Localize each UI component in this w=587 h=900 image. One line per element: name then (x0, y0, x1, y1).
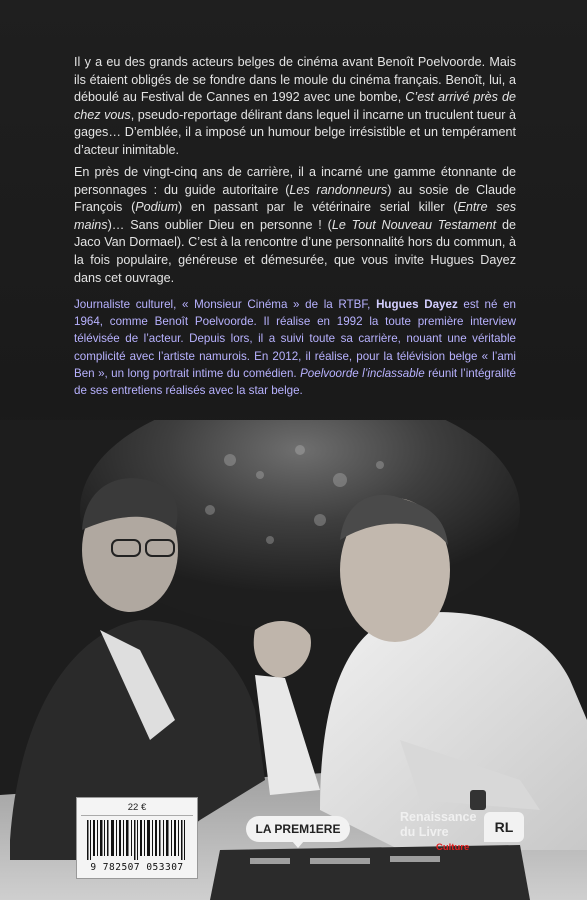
isbn-number: 9 782507 053307 (90, 862, 184, 873)
author-name: Hugues Dayez (376, 298, 458, 311)
la-premiere-logo: LA PREM1ERE (246, 816, 350, 842)
bio-text: est né en 1964, comme Benoît Poelvoorde. Il réalise en 1992 la toute première interview télévisée de l’acteur. Depuis lors, il a suivi toute sa carrière, nouant une véritable complicité avec l’artiste namurois. En 2012, il réalise, pour la télévision belge « l’ami Ben », un long portrait intime du comédien. (74, 298, 517, 380)
clapperboard (210, 845, 530, 900)
barcode-icon (87, 820, 187, 860)
film-title: Podium (135, 200, 178, 215)
blurb-paragraph-2 (74, 164, 516, 287)
price: 22 € (81, 801, 193, 816)
publisher-logo-badge: RL (484, 812, 524, 842)
film-title: Entre ses mains (74, 200, 516, 232)
film-title: Le Tout Nouveau Testament (331, 217, 497, 232)
blurb-text: , pseudo-reportage délirant dans lequel il incarne un truculent tueur à gages… D’emblée, il a imposé un humour belge irrésistible et un tempérament d’acteur inimitable. (74, 107, 517, 157)
publisher-imprint: Culture (436, 842, 470, 853)
blurb-text: ) en passant par le vétérinaire serial killer ( (177, 200, 458, 215)
blurb-text: En près de vingt-cinq ans de carrière, il a incarné une gamme étonnante de personnages : du guide autoritaire ( (74, 165, 516, 197)
publisher-name: Renaissance du Livre (400, 810, 477, 839)
bio-text: réunit l’intégralité de ses entretiens réalisés avec la star belge. (74, 366, 516, 398)
barcode-label (76, 797, 198, 879)
blurb-text: ) au sosie de Claude François ( (74, 182, 516, 215)
blurb-text: Il y a eu des grands acteurs belges de cinéma avant Benoît Poelvoorde. Mais ils étaient obligés de se fondre dans le moule du cinéma français. Benoît, lui, a déboulé au Festival de Cannes en 1992 avec une bombe, (74, 55, 516, 105)
film-title: Les randonneurs (289, 182, 388, 197)
book-title: Poelvoorde l’inclassable (300, 366, 425, 380)
film-title: C’est arrivé près de chez vous (74, 90, 516, 122)
bio-text: Journaliste culturel, « Monsieur Cinéma » de la RTBF, (74, 298, 377, 311)
author-bio (74, 296, 516, 399)
blurb-paragraph-1 (74, 54, 516, 160)
blurb-text: )… Sans oublier Dieu en personne ! ( (107, 217, 332, 232)
blurb-text: de Jaco Van Dormael). C’est à la rencontre d’une personnalité hors du commun, à la fois populaire, généreuse et démesurée, que vous invite Hugues Dayez dans cet ouvrage. (74, 217, 516, 285)
